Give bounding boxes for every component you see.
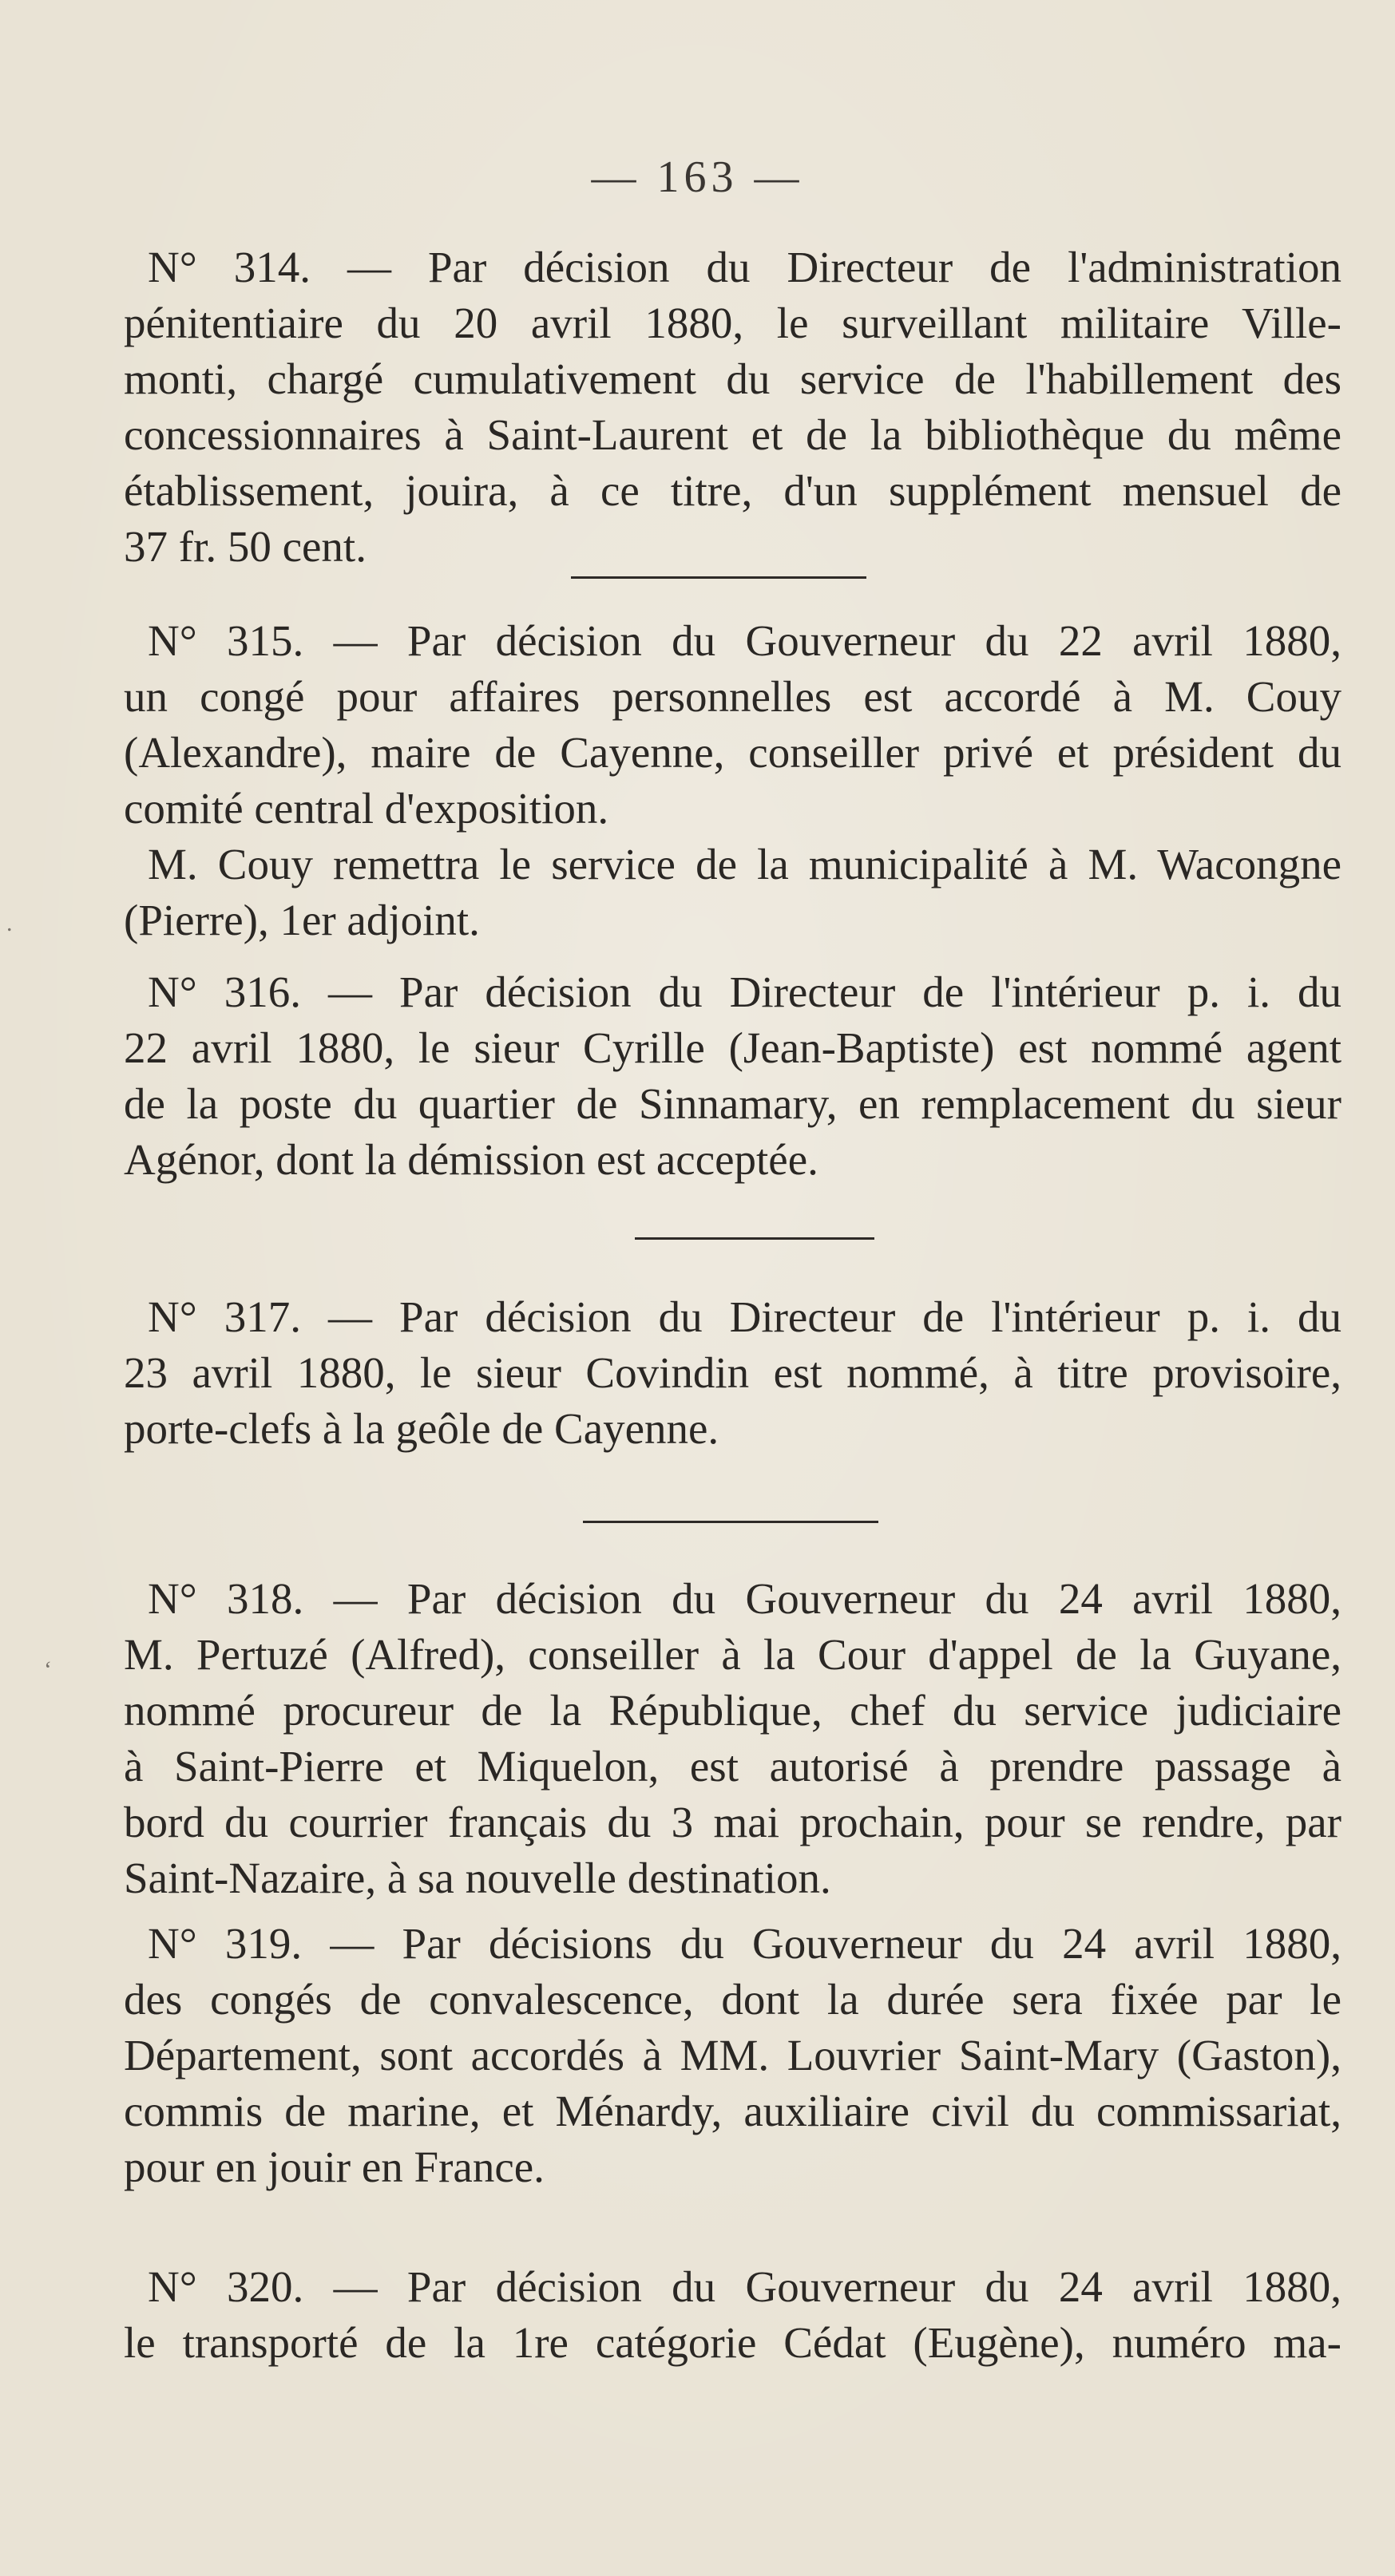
entry-paragraph bbox=[124, 1289, 1341, 1457]
text-line: N° 319. — Par décisions du Gouverneur du 24 avril 1880, bbox=[148, 1919, 1341, 1968]
text-line: N° 320. — Par décision du Gouverneur du 24 avril 1880, bbox=[148, 2262, 1341, 2311]
entry-317 bbox=[124, 1289, 1341, 1457]
text-line: pour en jouir en France. bbox=[124, 2143, 545, 2191]
entry-paragraph bbox=[124, 964, 1341, 1188]
margin-mark: . bbox=[6, 910, 13, 936]
section-divider bbox=[635, 1237, 874, 1240]
text-line: le transporté de la 1re catégorie Cédat (Eugène), numéro ma- bbox=[124, 2318, 1341, 2367]
entry-paragraph bbox=[124, 239, 1341, 575]
entry-314 bbox=[124, 239, 1341, 575]
text-line: de la poste du quartier de Sinnamary, en remplacement du sieur bbox=[124, 1079, 1341, 1128]
text-line: 23 avril 1880, le sieur Covindin est nommé, à titre provisoire, bbox=[124, 1348, 1341, 1397]
entry-paragraph bbox=[124, 1916, 1341, 2195]
entry-318 bbox=[124, 1571, 1341, 1906]
text-line: des congés de convalescence, dont la durée sera fixée par le bbox=[124, 1975, 1341, 2024]
text-line: 22 avril 1880, le sieur Cyrille (Jean-Baptiste) est nommé agent bbox=[124, 1023, 1341, 1072]
text-line: (Alexandre), maire de Cayenne, conseiller privé et président du bbox=[124, 728, 1341, 777]
text-line: commis de marine, et Ménardy, auxiliaire civil du commissariat, bbox=[124, 2087, 1341, 2135]
entry-319 bbox=[124, 1916, 1341, 2195]
text-line: établissement, jouira, à ce titre, d'un supplément mensuel de bbox=[124, 466, 1341, 515]
text-line: N° 318. — Par décision du Gouverneur du 24 avril 1880, bbox=[148, 1574, 1341, 1623]
text-line: N° 314. — Par décision du Directeur de l'administration bbox=[148, 243, 1341, 291]
section-divider bbox=[571, 576, 866, 579]
text-line: Saint-Nazaire, à sa nouvelle destination. bbox=[124, 1854, 831, 1902]
page-number: — 163 — bbox=[591, 152, 804, 202]
entry-316 bbox=[124, 964, 1341, 1188]
text-line: Département, sont accordés à MM. Louvrier Saint-Mary (Gaston), bbox=[124, 2031, 1341, 2079]
text-line: nommé procureur de la République, chef du service judiciaire bbox=[124, 1686, 1341, 1735]
text-line: concessionnaires à Saint-Laurent et de la bibliothèque du même bbox=[124, 410, 1341, 459]
text-line: N° 317. — Par décision du Directeur de l'intérieur p. i. du bbox=[148, 1292, 1341, 1341]
entry-paragraph bbox=[124, 2259, 1341, 2371]
entry-paragraph bbox=[124, 837, 1341, 948]
section-divider bbox=[583, 1521, 878, 1523]
entry-315 bbox=[124, 613, 1341, 948]
entry-paragraph bbox=[124, 1571, 1341, 1906]
text-line: M. Pertuzé (Alfred), conseiller à la Cour d'appel de la Guyane, bbox=[124, 1630, 1341, 1679]
text-line: pénitentiaire du 20 avril 1880, le surveillant militaire Ville- bbox=[124, 299, 1341, 347]
text-line: un congé pour affaires personnelles est accordé à M. Couy bbox=[124, 672, 1341, 721]
text-line: (Pierre), 1er adjoint. bbox=[124, 896, 480, 944]
text-line: monti, chargé cumulativement du service de l'habillement des bbox=[124, 354, 1341, 403]
entry-paragraph bbox=[124, 613, 1341, 837]
text-line: porte-clefs à la geôle de Cayenne. bbox=[124, 1404, 719, 1453]
text-line: comité central d'exposition. bbox=[124, 784, 609, 833]
entry-320 bbox=[124, 2259, 1341, 2371]
text-line: N° 315. — Par décision du Gouverneur du 22 avril 1880, bbox=[148, 616, 1341, 665]
text-line: M. Couy remettra le service de la municipalité à M. Wacongne bbox=[148, 840, 1341, 888]
text-line: Agénor, dont la démission est acceptée. bbox=[124, 1135, 818, 1184]
text-line: à Saint-Pierre et Miquelon, est autorisé à prendre passage à bbox=[124, 1742, 1341, 1791]
text-line: N° 316. — Par décision du Directeur de l'intérieur p. i. du bbox=[148, 967, 1341, 1016]
margin-mark: ʻ bbox=[44, 1656, 52, 1683]
text-line: bord du courrier français du 3 mai prochain, pour se rendre, par bbox=[124, 1798, 1341, 1846]
text-line: 37 fr. 50 cent. bbox=[124, 522, 367, 571]
